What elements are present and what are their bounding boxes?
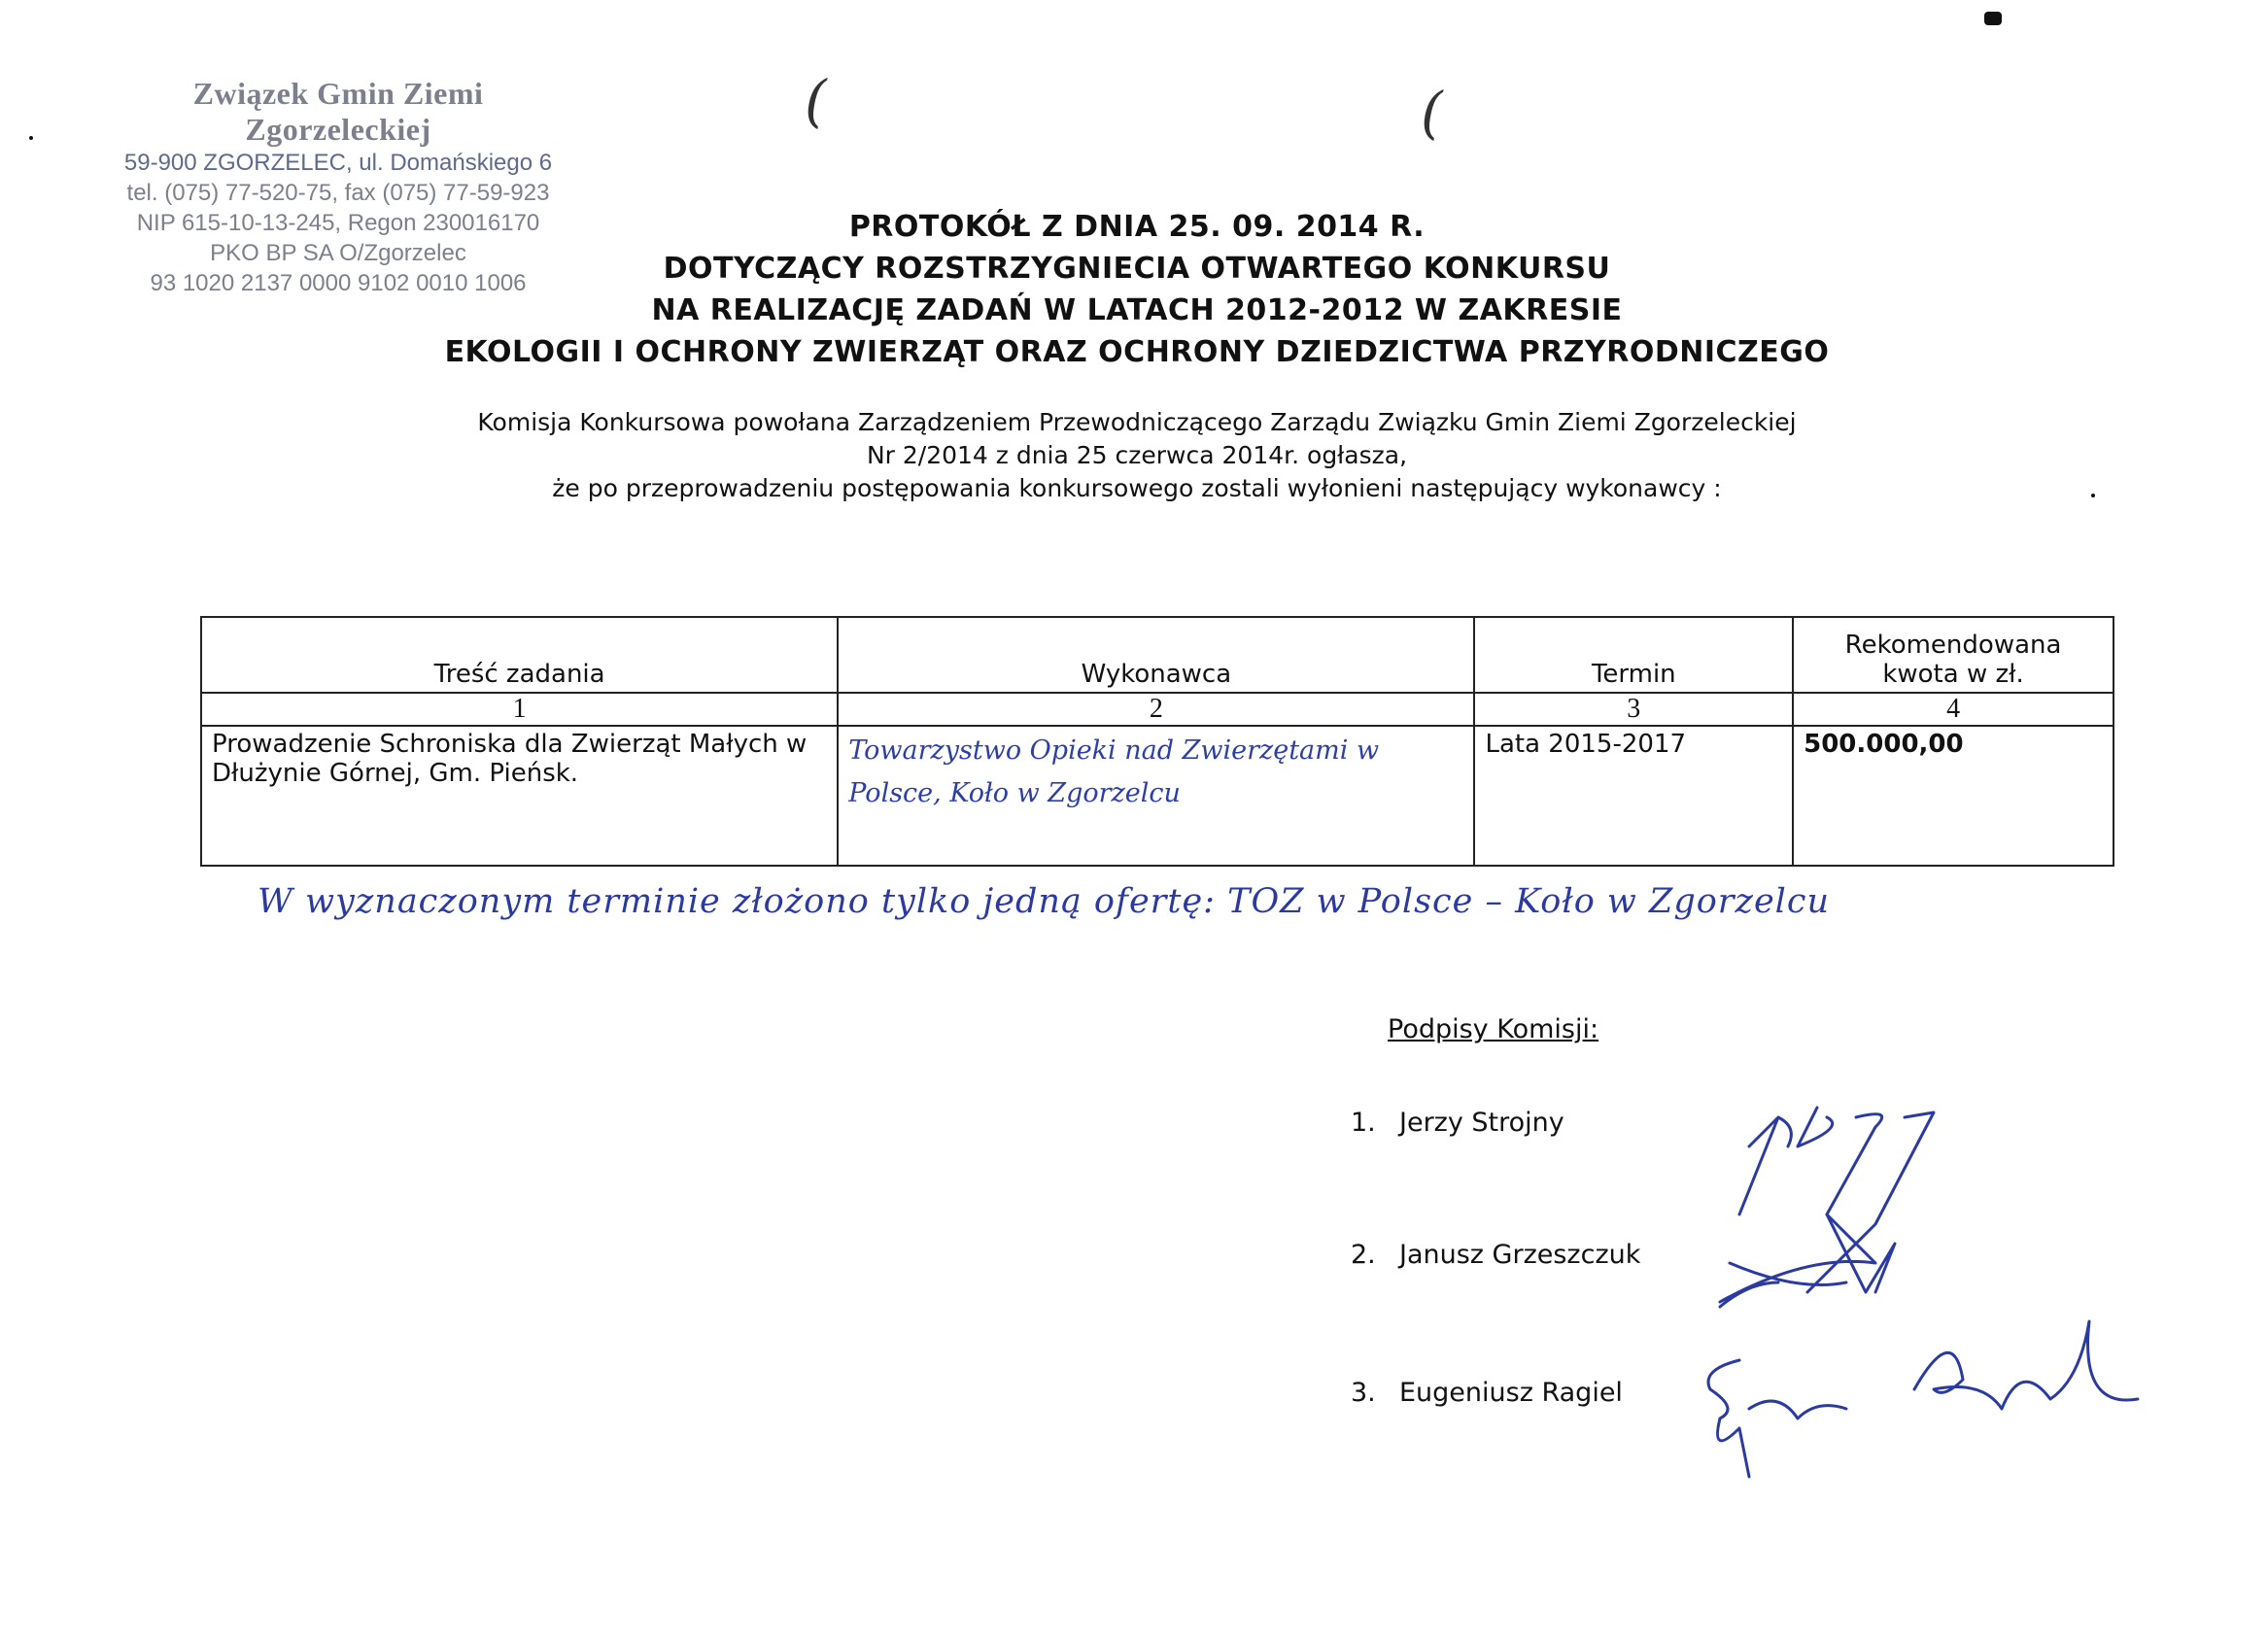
signatures-title: Podpisy Komisji:	[1388, 1014, 1599, 1044]
header-task: Treść zadania	[201, 617, 838, 693]
task-cell: Prowadzenie Schroniska dla Zwierząt Małych w Dłużynie Górnej, Gm. Pieńsk.	[201, 726, 838, 866]
signature-1	[1739, 1108, 1934, 1292]
member-number: 2.	[1351, 1240, 1376, 1270]
member-number: 3.	[1351, 1378, 1376, 1408]
signature-3	[1708, 1321, 2138, 1477]
header-term: Termin	[1474, 617, 1793, 693]
intro-line-1: Komisja Konkursowa powołana Zarządzeniem Przewodniczącego Zarządu Związku Gmin Ziemi Zgorzeleckiej	[477, 408, 1797, 436]
title-line-1: PROTOKÓŁ Z DNIA 25. 09. 2014 R.	[848, 210, 1426, 244]
stamp-organization: Związek Gmin Ziemi Zgorzeleckiej	[192, 76, 484, 147]
stamp-ids: NIP 615-10-13-245, Regon 230016170	[136, 210, 540, 236]
member-name: Eugeniusz Ragiel	[1399, 1378, 1623, 1408]
title-line-3: NA REALIZACJĘ ZADAŃ W LATACH 2012-2012 W ZAKRESIE	[651, 293, 1623, 327]
member-name: Janusz Grzeszczuk	[1399, 1240, 1641, 1270]
member-number: 1.	[1351, 1108, 1376, 1138]
term-cell: Lata 2015-2017	[1474, 726, 1793, 866]
title-line-2: DOTYCZĄCY ROZSTRZYGNIECIA OTWARTEGO KONKURSU	[663, 252, 1611, 286]
column-number: 1	[201, 693, 838, 726]
handwritten-note: W wyznaczonym terminie złożono tylko jedną ofertę: TOZ w Polsce – Koło w Zgorzelcu	[258, 882, 1831, 921]
stamp-address: 59-900 ZGORZELEC, ul. Domańskiego 6	[123, 150, 553, 176]
stamp-account: 93 1020 2137 0000 9102 0010 1006	[150, 270, 527, 296]
column-number: 2	[838, 693, 1474, 726]
amount-cell: 500.000,00	[1793, 726, 2113, 866]
column-number: 4	[1793, 693, 2113, 726]
column-number: 3	[1474, 693, 1793, 726]
header-amount: Rekomendowana kwota w zł.	[1793, 617, 2113, 693]
member-name: Jerzy Strojny	[1399, 1108, 1564, 1138]
title-line-4: EKOLOGII I OCHRONY ZWIERZĄT ORAZ OCHRONY DZIEDZICTWA PRZYRODNICZEGO	[444, 335, 1830, 369]
contractor-cell-handwritten: Towarzystwo Opieki nad Zwierzętami w Polsce, Koło w Zgorzelcu	[838, 726, 1474, 866]
intro-line-2: Nr 2/2014 z dnia 25 czerwca 2014r. ogłasza,	[866, 441, 1408, 469]
header-contractor: Wykonawca	[838, 617, 1474, 693]
stamp-phone: tel. (075) 77-520-75, fax (075) 77-59-923	[126, 180, 550, 206]
pen-mark-right: (	[1421, 80, 1443, 146]
stamp-bank: PKO BP SA O/Zgorzelec	[210, 240, 466, 266]
intro-line-3: że po przeprowadzeniu postępowania konkursowego zostali wyłonieni następujący wykonawcy :	[552, 474, 1722, 502]
pen-mark-left: (	[805, 68, 827, 134]
